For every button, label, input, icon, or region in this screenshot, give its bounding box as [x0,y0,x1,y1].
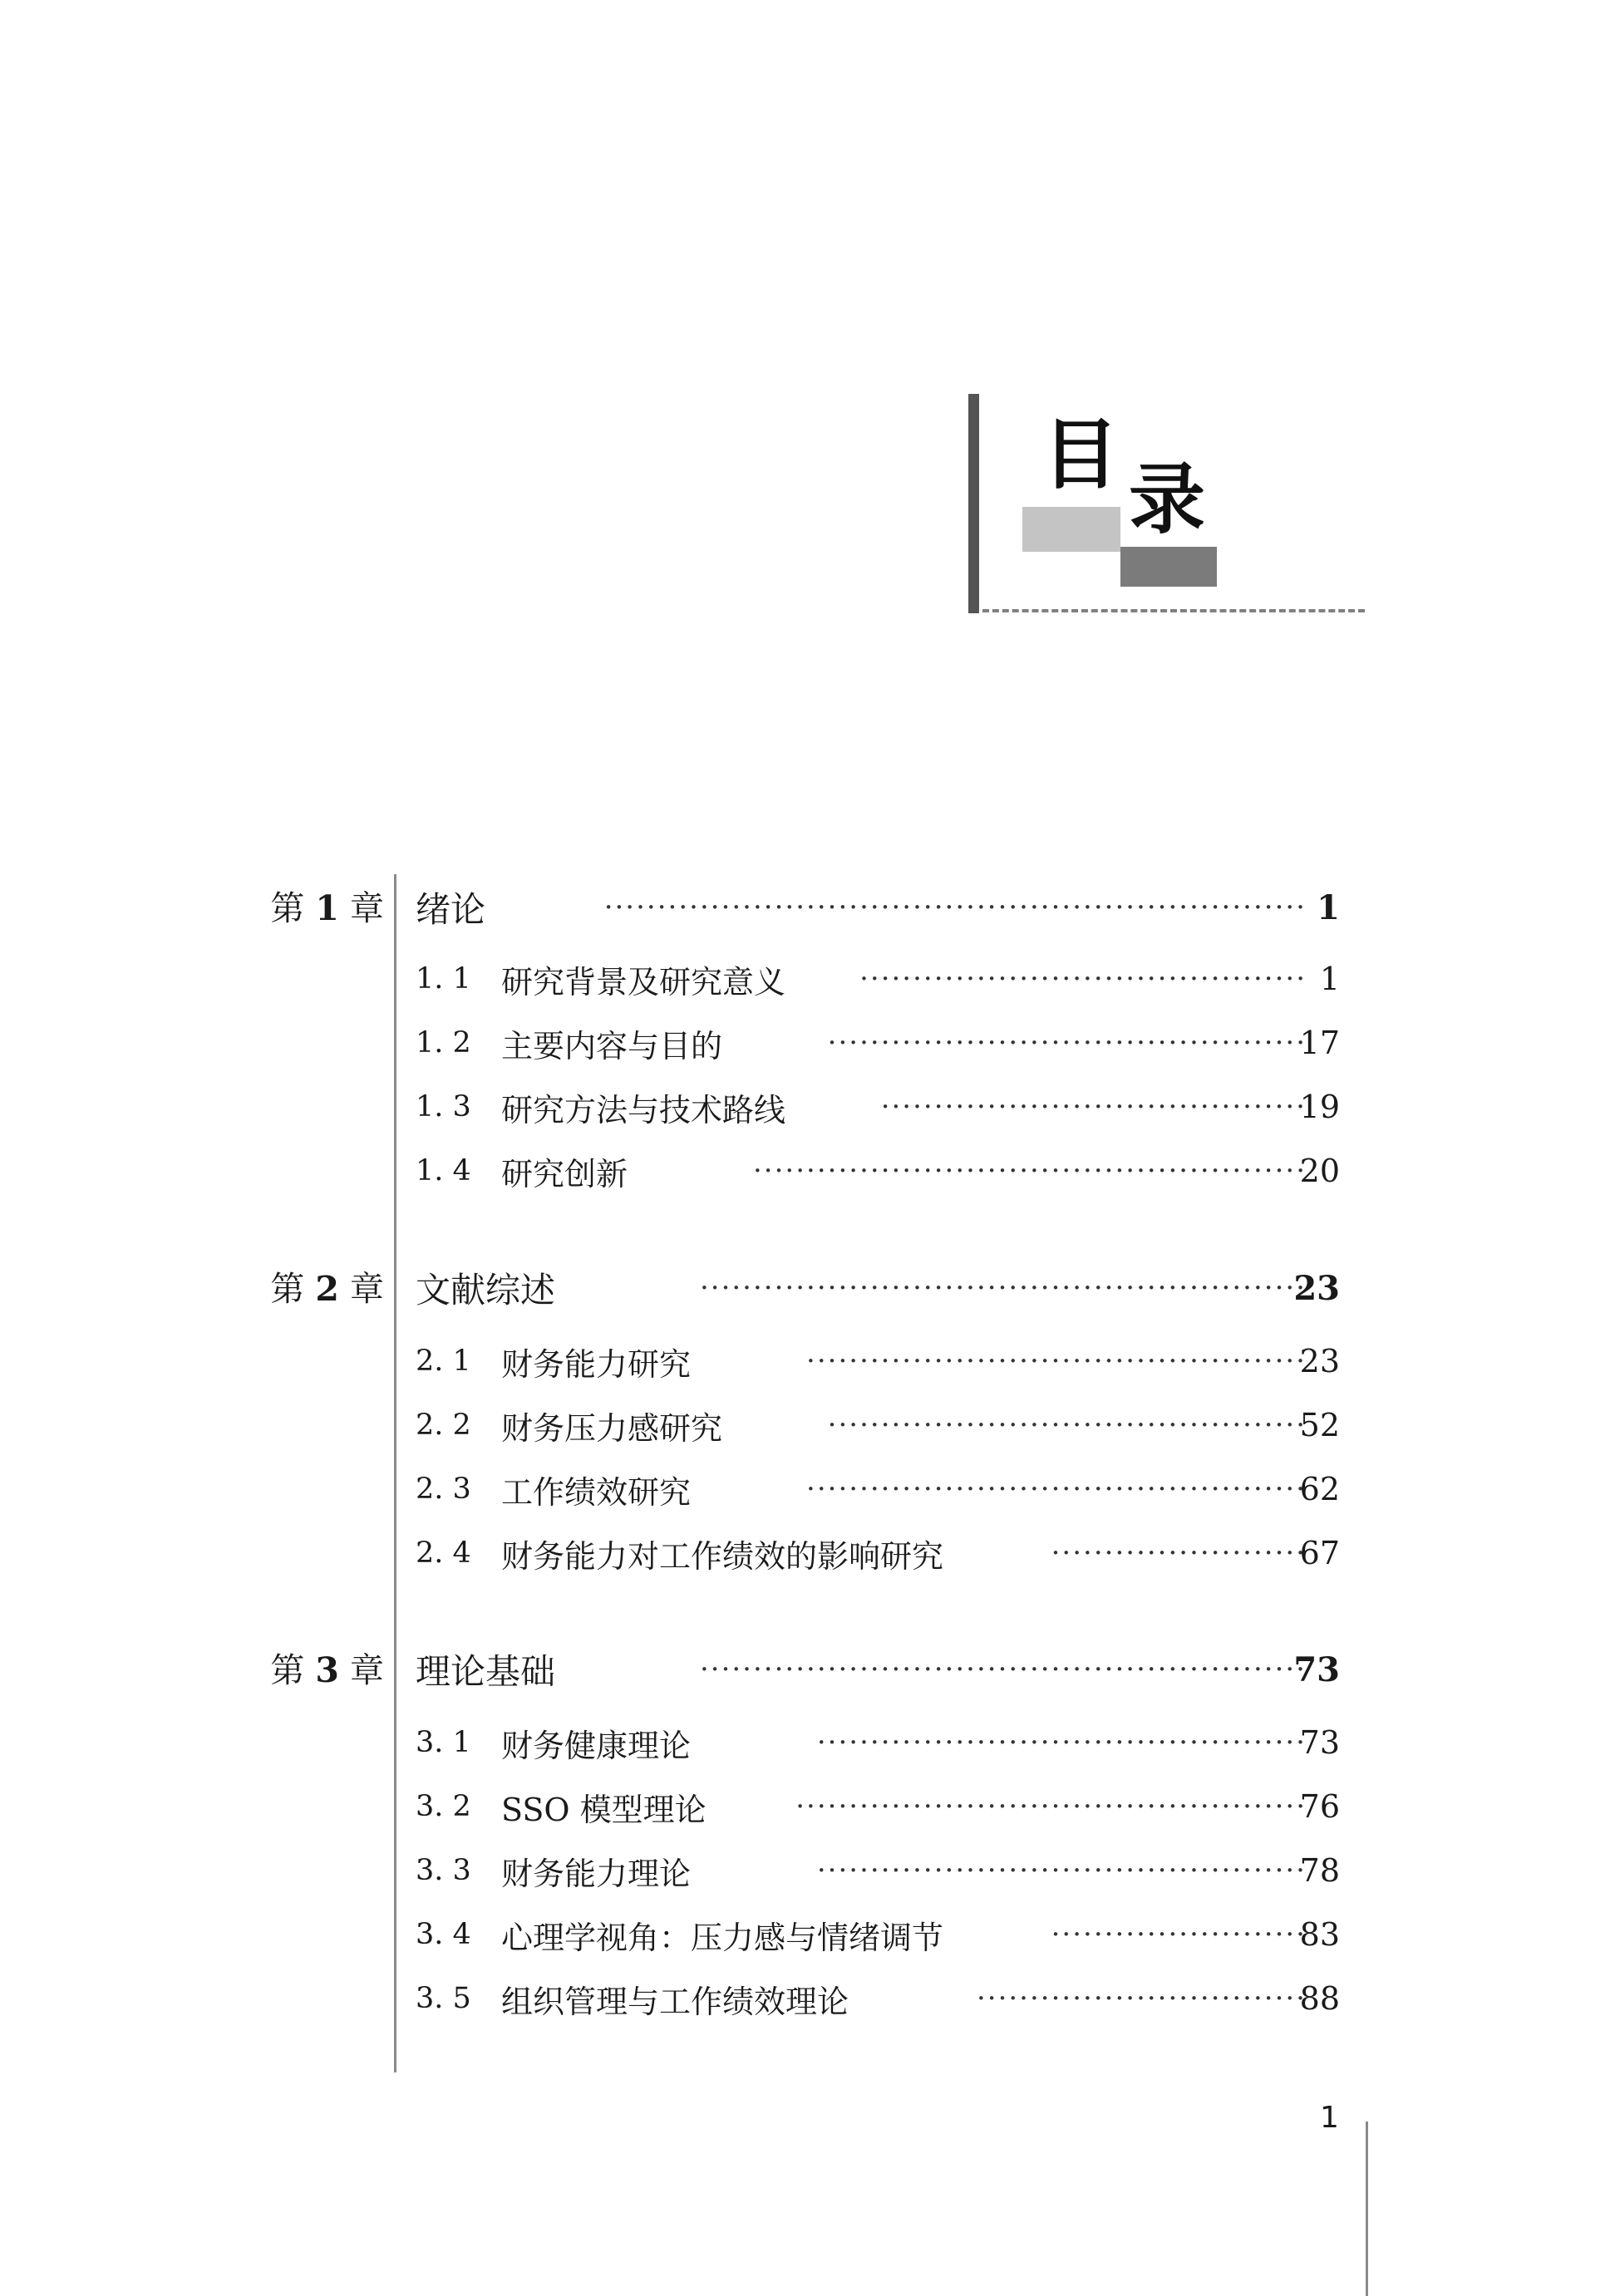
section-title: 财务能力研究 [501,1345,692,1383]
leader-dots: ···················································· [753,1154,1307,1187]
section-number: 3. 5 [416,1982,471,2015]
page-number: 78 [1299,1852,1340,1889]
leader-dots: ··············································· [806,1345,1307,1378]
footer-rule [1366,2121,1368,2296]
page-number: 1 [1319,961,1340,997]
section-title: SSO 模型理论 [501,1791,707,1828]
toc-section-entry[interactable] [0,1531,1610,1576]
page-number: 67 [1299,1535,1340,1571]
toc-section-entry[interactable] [0,1467,1610,1512]
section-number: 3. 3 [416,1854,471,1887]
section-number: 3. 1 [416,1726,471,1759]
section-title: 心理学视角：压力感与情绪调节 [501,1919,944,1956]
title-decor-light-block [1022,507,1120,552]
section-number: 2. 2 [416,1409,471,1442]
toc-section-entry[interactable] [0,1848,1610,1893]
toc-section-entry[interactable] [0,956,1610,1001]
leader-dots: ············································· [827,1026,1307,1060]
section-number: 2. 1 [416,1345,471,1378]
page-number: 73 [1299,1724,1340,1761]
toc-section-entry[interactable] [0,1020,1610,1065]
leader-dots: ········································ [880,1090,1307,1123]
page-number: 52 [1299,1407,1340,1443]
section-title: 财务能力理论 [501,1855,692,1892]
section-title: 研究背景及研究意义 [501,963,786,1001]
page-number: 17 [1299,1025,1340,1061]
section-number: 2. 4 [416,1536,471,1570]
toc-section-entry[interactable] [0,1339,1610,1384]
title-dashed-rule [982,609,1365,612]
section-number: 3. 2 [416,1790,471,1823]
leader-dots: ·············································· [816,1854,1307,1887]
chapter-title: 理论基础 [416,1651,556,1692]
section-title: 研究方法与技术路线 [501,1091,786,1128]
leader-dots: ············································· [827,1409,1307,1442]
leader-dots: ························ [1051,1918,1307,1951]
section-title: 研究创新 [501,1155,628,1192]
section-number: 1. 1 [416,962,471,996]
page-number: 88 [1299,1980,1340,2017]
page-number: 20 [1299,1153,1340,1189]
page-number: 62 [1299,1471,1340,1507]
toc-chapter-entry[interactable] [0,1266,1610,1310]
section-number: 3. 4 [416,1918,471,1951]
leader-dots: ·································································· [603,891,1307,924]
folio-page-number: 1 [1320,2101,1339,2135]
leader-dots: ················································ [795,1790,1307,1823]
leader-dots: ··············································· [806,1472,1307,1506]
chapter-title: 文献综述 [416,1270,556,1310]
section-number: 1. 4 [416,1154,471,1187]
section-number: 2. 3 [416,1472,471,1506]
section-title: 工作绩效研究 [501,1473,692,1511]
chapter-label: 第 1 章 [270,888,384,928]
section-number: 1. 3 [416,1090,471,1123]
leader-dots: ························································· [699,1653,1307,1686]
toc-section-entry[interactable] [0,1976,1610,2021]
toc-section-entry[interactable] [0,1720,1610,1765]
toc-section-entry[interactable] [0,1148,1610,1193]
page-number: 83 [1299,1916,1340,1953]
toc-section-entry[interactable] [0,1084,1610,1129]
section-title: 财务健康理论 [501,1727,692,1764]
toc-chapter-entry[interactable] [0,1647,1610,1692]
section-title: 财务能力对工作绩效的影响研究 [501,1537,944,1575]
chapter-label: 第 2 章 [270,1269,384,1309]
toc-chapter-entry[interactable] [0,885,1610,930]
section-title: 组织管理与工作绩效理论 [501,1983,849,2020]
page-number: 73 [1293,1649,1340,1689]
leader-dots: ························ [1051,1536,1307,1570]
chapter-title: 绪论 [416,889,486,930]
leader-dots: ·········································· [859,962,1307,996]
page-title-char-2: 录 [1129,455,1206,544]
page-title-char-1: 目 [1042,411,1120,499]
section-title: 财务压力感研究 [501,1409,723,1447]
leader-dots: ························································· [699,1271,1307,1305]
chapter-label: 第 3 章 [270,1650,384,1690]
toc-section-entry[interactable] [0,1784,1610,1829]
leader-dots: ······························· [976,1982,1307,2015]
title-accent-bar [968,394,979,613]
section-title: 主要内容与目的 [501,1027,723,1064]
leader-dots: ·············································· [816,1726,1307,1759]
page-number: 76 [1299,1788,1340,1825]
page-number: 23 [1293,1268,1340,1308]
page-number: 19 [1299,1089,1340,1125]
page-number: 1 [1317,887,1340,927]
toc-section-entry[interactable] [0,1912,1610,1957]
page-number: 23 [1299,1343,1340,1379]
title-decor-dark-block [1120,547,1217,587]
section-number: 1. 2 [416,1026,471,1060]
toc-section-entry[interactable] [0,1403,1610,1448]
